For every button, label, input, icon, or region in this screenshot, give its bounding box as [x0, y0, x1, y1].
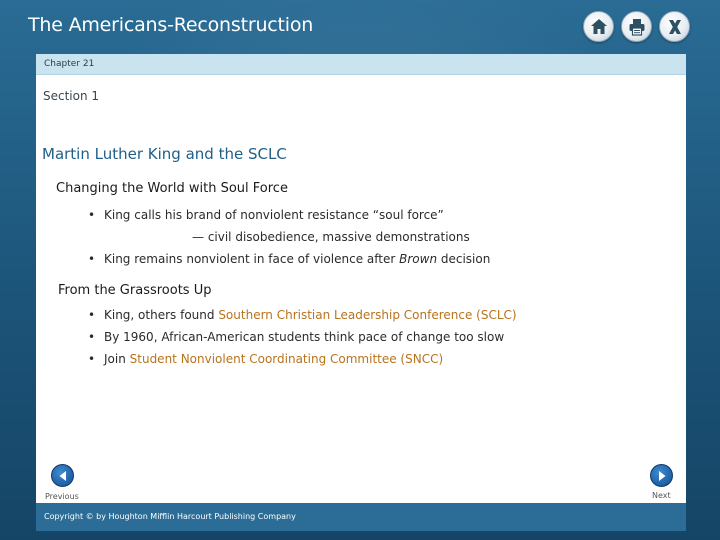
chapter-label: Chapter 21 — [44, 59, 95, 69]
window-title: The Americans-Reconstruction — [28, 14, 314, 36]
list-item-continuation: — civil disobedience, massive demonstrations — [192, 230, 470, 244]
home-button[interactable] — [583, 11, 614, 42]
slide-frame — [36, 54, 686, 531]
bullet-icon: • — [88, 330, 96, 344]
list-item: • Join Student Nonviolent Coordinating Committee (SNCC) — [88, 348, 517, 370]
bullet-list — [88, 204, 490, 270]
key-term: Student Nonviolent Coordinating Committee (SNCC) — [129, 352, 444, 366]
bullet-icon: • — [88, 252, 96, 266]
arrow-left-icon — [57, 470, 69, 482]
bullet-icon: • — [88, 308, 96, 322]
close-icon — [665, 17, 685, 37]
list-item: • By 1960, African-American students think pace of change too slow — [88, 326, 517, 348]
list-item: • King, others found Southern Christian Leadership Conference (SCLC) — [88, 304, 517, 326]
section-label: Section 1 — [43, 89, 100, 103]
previous-label[interactable]: Previous — [45, 492, 79, 501]
home-icon — [589, 17, 609, 37]
slide-heading: Martin Luther King and the SCLC — [42, 145, 287, 163]
topic-title: Changing the World with Soul Force — [56, 181, 288, 196]
topic-title: From the Grassroots Up — [58, 283, 212, 298]
list-item: • King calls his brand of nonviolent resistance “soul force” — [88, 204, 490, 226]
bullet-icon: • — [88, 352, 96, 366]
copyright-text: Copyright © by Houghton Mifflin Harcourt Publishing Company — [44, 512, 296, 521]
chapter-bar — [36, 54, 686, 75]
arrow-right-icon — [656, 470, 668, 482]
footer-bar — [36, 503, 686, 531]
close-button[interactable] — [659, 11, 690, 42]
print-icon — [627, 17, 647, 37]
bullet-list — [88, 304, 517, 370]
print-button[interactable] — [621, 11, 652, 42]
next-label[interactable]: Next — [652, 491, 671, 500]
previous-button[interactable] — [51, 464, 74, 487]
key-term: Southern Christian Leadership Conference (SCLC) — [218, 308, 517, 322]
toolbar — [583, 11, 690, 42]
next-button[interactable] — [650, 464, 673, 487]
list-item: • King remains nonviolent in face of violence after Brown decision — [88, 248, 490, 270]
bullet-icon: • — [88, 208, 96, 222]
